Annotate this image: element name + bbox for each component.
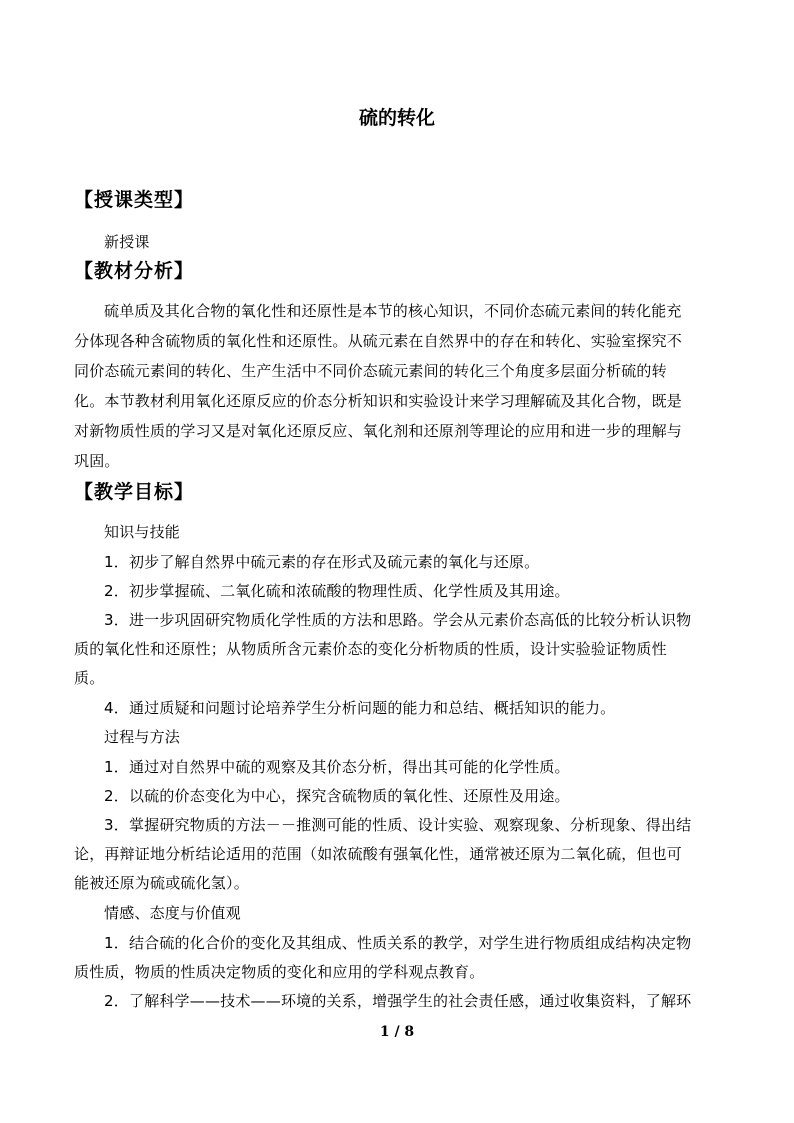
knowledge-item: 3．进一步巩固研究物质化学性质的方法和思路。学会从元素价态高低的比较分析认识物 xyxy=(104,611,692,629)
analysis-line: 同价态硫元素间的转化、生产生活中不同价态硫元素间的转化三个角度多层面分析硫的转 xyxy=(74,362,667,380)
emotion-item-cont: 质性质，物质的性质决定物质的变化和应用的学科观点教育。 xyxy=(74,963,485,981)
process-item-cont: 能被还原为硫或硫化氢）。 xyxy=(74,874,249,892)
emotion-item: 1．结合硫的化合价的变化及其组成、性质关系的教学，对学生进行物质组成结构决定物 xyxy=(104,934,692,952)
document-title: 硫的转化 xyxy=(358,107,435,129)
knowledge-item-cont: 质的氧化性和还原性；从物质所含元素价态的变化分析物质的性质，设计实验验证物质性 xyxy=(74,640,667,658)
subsection-label-emotion: 情感、态度与价值观 xyxy=(104,904,241,922)
knowledge-item: 2．初步掌握硫、二氧化硫和浓硫酸的物理性质、化学性质及其用途。 xyxy=(104,582,570,600)
page-number: 1 / 8 xyxy=(379,1024,415,1040)
section-heading-analysis: 【教材分析】 xyxy=(74,260,195,282)
subsection-label-knowledge: 知识与技能 xyxy=(104,523,181,541)
process-item: 2．以硫的价态变化为中心，探究含硫物质的氧化性、还原性及用途。 xyxy=(104,787,570,805)
analysis-line: 化。本节教材利用氧化还原反应的价态分析知识和实验设计来学习理解硫及其化合物，既是 xyxy=(74,392,683,410)
emotion-item: 2．了解科学——技术——环境的关系，增强学生的社会责任感，通过收集资料，了解环 xyxy=(104,992,692,1010)
process-item: 3．掌握研究物质的方法－－推测可能的性质、设计实验、观察现象、分析现象、得出结 xyxy=(104,816,692,834)
process-item: 1．通过对自然界中硫的观察及其价态分析，得出其可能的化学性质。 xyxy=(104,758,570,776)
analysis-line: 对新物质性质的学习又是对氧化还原反应、氧化剂和还原剂等理论的应用和进一步的理解与 xyxy=(74,422,683,440)
knowledge-item-cont: 质。 xyxy=(74,669,105,687)
type-content: 新授课 xyxy=(104,233,150,251)
analysis-line: 硫单质及其化合物的氧化性和还原性是本节的核心知识，不同价态硫元素间的转化能充 xyxy=(104,302,682,320)
knowledge-item: 4．通过质疑和问题讨论培养学生分析问题的能力和总结、概括知识的能力。 xyxy=(104,699,616,717)
analysis-line: 分体现各种含硫物质的氧化性和还原性。从硫元素在自然界中的存在和转化、实验室探究不 xyxy=(74,332,683,350)
process-item-cont: 论，再辩证地分析结论适用的范围（如浓硫酸有强氧化性，通常被还原为二氧化硫，但也可 xyxy=(74,845,683,863)
section-heading-type: 【授课类型】 xyxy=(74,189,195,211)
subsection-label-process: 过程与方法 xyxy=(104,728,181,746)
analysis-line: 巩固。 xyxy=(74,452,120,470)
knowledge-item: 1．初步了解自然界中硫元素的存在形式及硫元素的氧化与还原。 xyxy=(104,553,540,571)
section-heading-goals: 【教学目标】 xyxy=(74,481,195,503)
